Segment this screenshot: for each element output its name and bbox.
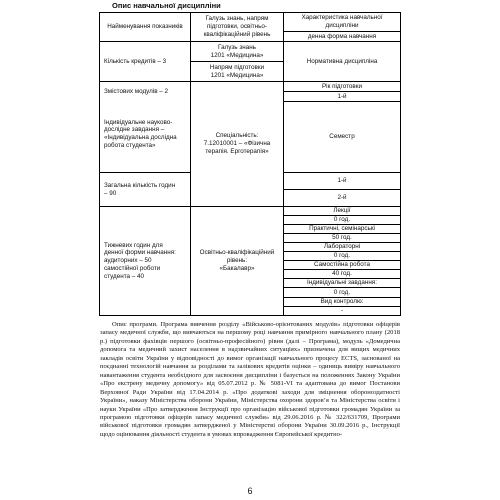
control-type-value: - (340, 307, 344, 315)
control-type-label: Вид контролю: (320, 298, 364, 306)
semester-2: 2-й (337, 194, 347, 202)
training-direction: Напрям підготовки 1201 «Медицина» (209, 63, 265, 79)
program-description: Опис програми. Програма вивчення розділу «Військово-орієнтованих модулів» підготовки офіцерів запасу медичної служби, що вивчаються на першому році навчання примірного навчального плану (2018 р.) підготовки фахівців першого (освітньо-професійного) рівня (далі – Програма), модуль «Домедична допомога та медичний захист населення в надзвичайних ситуаціях» призначена для вищих медичних закладів освіти України у відповідності до вимог організації навчального процесу ECTS, заснованої на поєднанні технологій навчання за розділами та залікових кредитів оцінки – одиниць виміру навчального навантаження студента необхідного для засвоєння дисципліни і базується на положеннях Закону України «Про екстрену медичну допомогу» від 05.07.2012 р. № 5081-VI та адаптована до вимог Постанови Верховної Ради України від 17.04.2014 р. «Про додаткові заходи для зміцнення обороноздатності України», наказу Міністерства оборони України, Міністерства охорони здоров’я та Міністерства освіти і науки України «Про затвердження Інструкції про організацію військової підготовки громадян України за програмою підготовки офіцерів запасу медичної служби» від 29.06.2016 р. № 322/631709, Програми військової підготовки громадян затвердженої у Міністерстві оборони України 30.09.2016 р., Інструкції щодо оцінювання діяльності студента в умовах впровадження Європейської кредитно- (100, 321, 400, 438)
header-field: Галузь знань, напрям підготовки, освітньо- кваліфікаційний рівень (203, 15, 271, 38)
individual-tasks-label: Індивідуальні завдання: (307, 279, 377, 287)
specialty: Спеціальність: 7.12010001 – «Фізична терапія. Ерготерапія» (203, 132, 271, 155)
field-of-knowledge: Галузь знань 1201 «Медицина» (210, 43, 264, 59)
self-study-hours: 40 год. (332, 270, 352, 278)
header-characteristics: Характеристика навчальної дисципліни (301, 14, 383, 29)
lectures-hours: 0 год. (333, 216, 351, 224)
self-study-label: Самостійна робота (314, 261, 370, 269)
individual-task-label: Індивідуальне науково- дослідне завдання – «Індивідуальна дослідна робота студента» (104, 118, 177, 149)
weekly-hours-label: Тижневих годин для денної форми навчання: аудиторних – 50 самостійної роботи студента – 40 (104, 241, 176, 280)
individual-tasks-hours: 0 год. (333, 288, 351, 296)
modules-label: Змістових модулів – 2 (104, 87, 169, 95)
credits-label: Кількість кредитів – 3 (104, 57, 167, 65)
header-full-time: денна форма навчання (307, 32, 377, 40)
practicals-hours: 50 год. (332, 234, 352, 242)
header-indicators: Найменування показників (107, 23, 183, 31)
semester-1: 1-й (337, 177, 347, 185)
year-value: 1-й (337, 92, 347, 100)
total-hours-label: Загальна кількість годин – 90 (104, 181, 176, 197)
page-number: 6 (247, 486, 253, 496)
discipline-status: Нормативна дисципліна (306, 57, 378, 65)
year-label: Рік підготовки (321, 82, 363, 90)
practicals-label: Практичні, семінарські (309, 225, 375, 233)
lectures-label: Лекції (333, 207, 351, 215)
qualification-level: Освітньо-кваліфікаційний рівень: «Бакалавр» (199, 249, 275, 272)
semester-label: Семестр (329, 133, 355, 141)
course-description-table (99, 12, 401, 316)
section-title: Опис навчальної дисципліни (112, 1, 221, 10)
labs-label: Лабораторні (323, 243, 361, 251)
labs-hours: 0 год. (333, 252, 351, 260)
